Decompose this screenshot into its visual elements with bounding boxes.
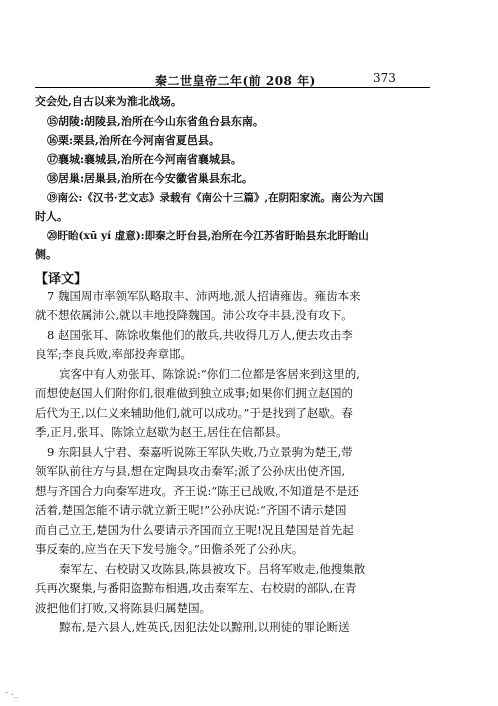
paragraph-line: 活着,楚国怎能不请示就立新王呢!”公孙庆说:“齐国不请示楚国 bbox=[35, 503, 347, 517]
note-line: ⑯栗:栗县,治所在今河南省夏邑县。 bbox=[47, 134, 220, 147]
paragraph-line: 良军;李良兵败,率部投奔章邯。 bbox=[35, 347, 193, 361]
paragraph-line: 季,正月,张耳、陈馀立赵歇为赵王,居住在信都县。 bbox=[35, 425, 288, 439]
paragraph-line: 7 魏国周市率领军队略取丰、沛两地,派人招请雍齿。雍齿本来 bbox=[47, 289, 361, 303]
margin-mark: - ._ bbox=[5, 688, 19, 698]
note-line: 侧。 bbox=[35, 248, 57, 261]
section-title: 【译文】 bbox=[35, 272, 88, 287]
paragraph-line: 想与齐国合力向秦军进攻。齐王说:“陈王已战败,不知道是不是还 bbox=[35, 484, 359, 498]
note-line: 交会处,自古以来为淮北战场。 bbox=[35, 95, 182, 108]
paragraph-line: 宾客中有人劝张耳、陈馀说:“你们二位都是客居来到这里的, bbox=[59, 367, 360, 381]
paragraph-line: 波把他们打败,又将陈县归属楚国。 bbox=[35, 601, 212, 615]
running-header bbox=[35, 52, 430, 88]
running-header-title: 秦二世皇帝二年(前 208 年) bbox=[155, 74, 316, 88]
paragraph-line: 秦军左、右校尉又攻陈县,陈县被攻下。吕将军败走,他搜集散 bbox=[59, 562, 366, 576]
note-line: ⑮胡陵:胡陵县,治所在今山东省鱼台县东南。 bbox=[47, 115, 264, 128]
paragraph-line: 9 东阳县人宁君、秦嘉听说陈王军队失败,乃立景驹为楚王,带 bbox=[47, 445, 353, 459]
paragraph-line: 黥布,是六县人,姓英氏,因犯法处以黥刑,以刑徒的罪论断送 bbox=[59, 620, 350, 634]
paragraph-line: 领军队前往方与县,想在定陶县攻击秦军;派了公孙庆出使齐国, bbox=[35, 464, 346, 478]
paragraph-line: 而想使赵国人们附你们,很难做到独立成事;如果你们拥立赵国的 bbox=[35, 386, 354, 400]
paragraph-line: 后代为王,以仁义来辅助他们,就可以成功。”于是找到了赵歇。春 bbox=[35, 406, 353, 420]
note-line: 时人。 bbox=[35, 210, 68, 223]
note-line: ⑲南公:《汉书·艺文志》录载有《南公十三篇》,在阴阳家流。南公为六国 bbox=[47, 192, 384, 204]
page-number: 373 bbox=[373, 71, 396, 85]
paragraph-line: 8 赵国张耳、陈馀收集他们的散兵,共收得几万人,便去攻击李 bbox=[47, 328, 353, 342]
header-rule bbox=[35, 87, 430, 88]
paragraph-line: 兵再次聚集,与番阳盗黥布相遇,攻击秦军左、右校尉的部队,在青 bbox=[35, 581, 357, 595]
paragraph-line: 就不想依属沛公,就以丰地投降魏国。沛公攻夺丰县,没有攻下。 bbox=[35, 308, 353, 322]
note-line: ⑰襄城:襄城县,治所在今河南省襄城县。 bbox=[47, 153, 242, 166]
paragraph-line: 事反秦的,应当在天下发号施令。”田儋杀死了公孙庆。 bbox=[35, 542, 304, 556]
paragraph-line: 而自己立王,楚国为什么要请示齐国而立王呢!况且楚国是首先起 bbox=[35, 523, 354, 537]
note-line: ⑱居巢:居巢县,治所在今安徽省巢县东北。 bbox=[47, 172, 253, 185]
note-line: ⑳盱眙(xū yí 虚意):即秦之盱台县,治所在今江苏省盱眙县东北盱眙山 bbox=[47, 230, 369, 242]
